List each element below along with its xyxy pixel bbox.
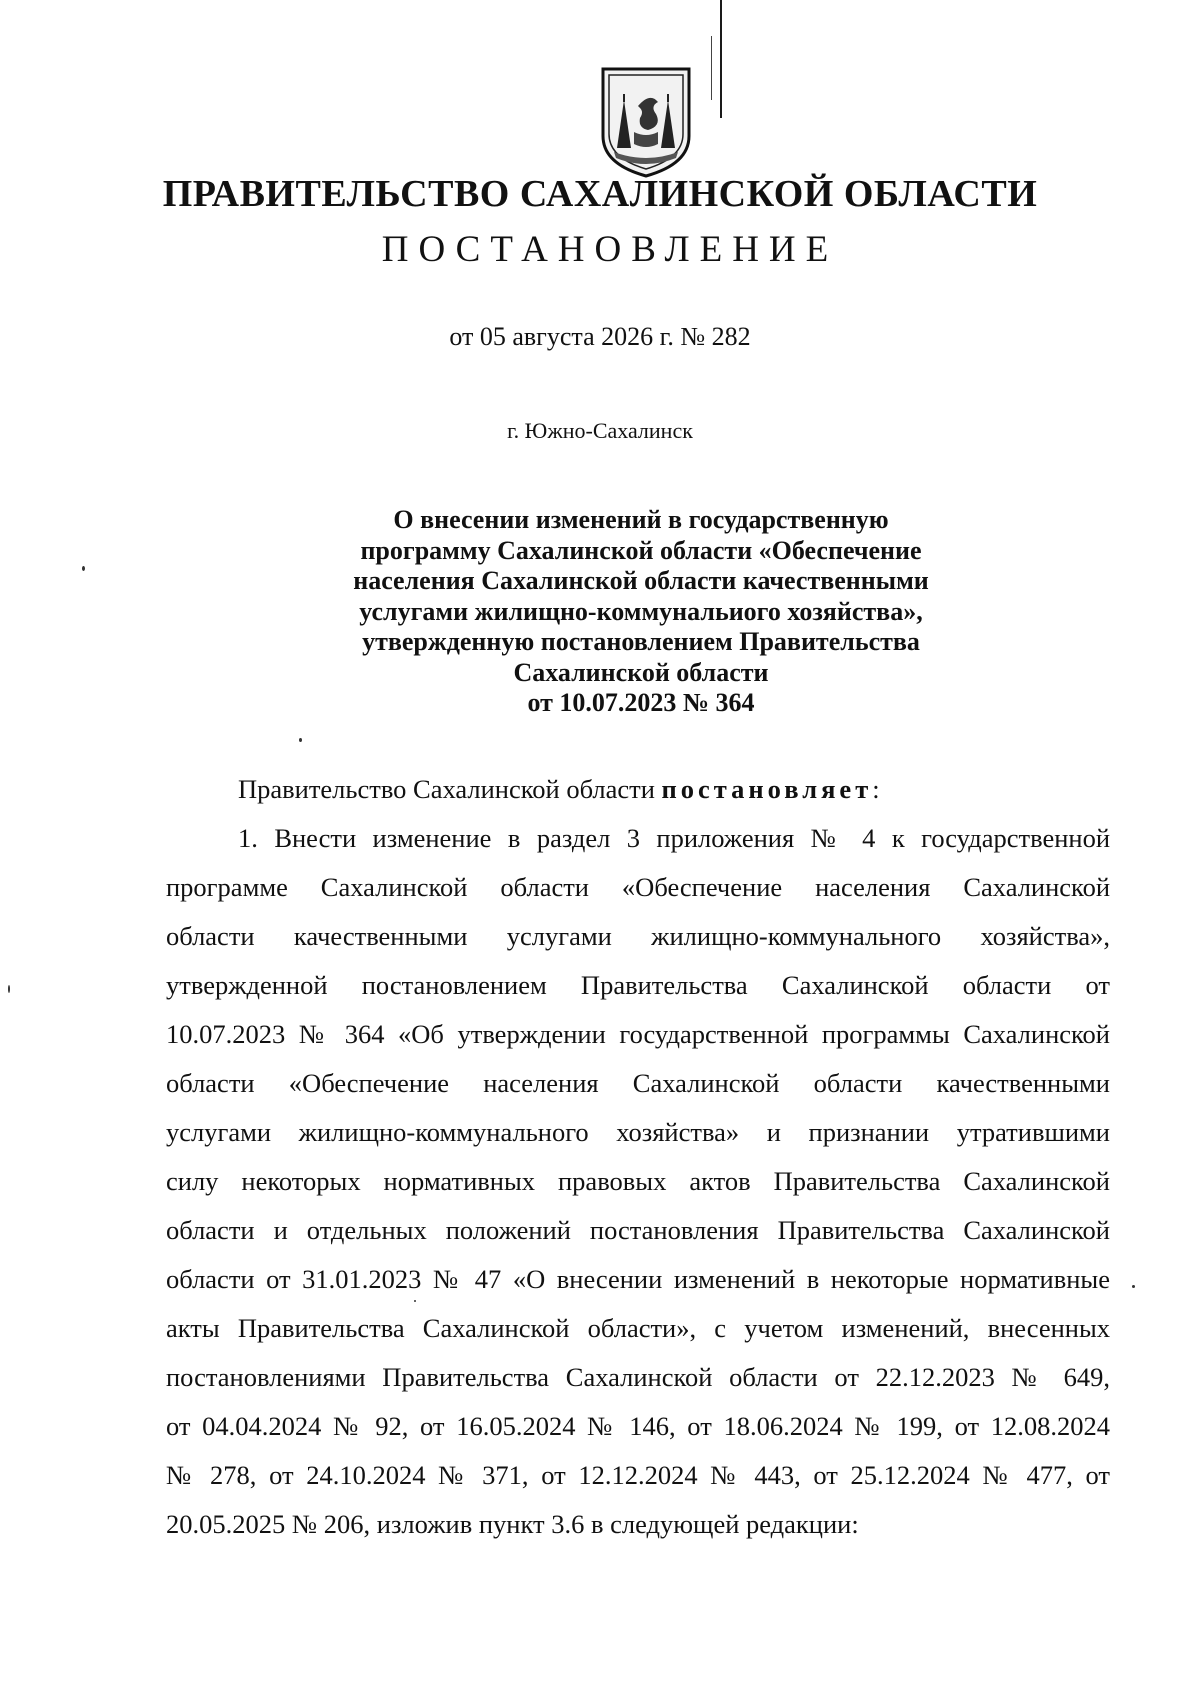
scan-speck [414, 1300, 416, 1302]
government-title: ПРАВИТЕЛЬСТВО САХАЛИНСКОЙ ОБЛАСТИ [162, 173, 1038, 215]
scan-speck [1132, 1285, 1135, 1288]
document-subject [300, 505, 982, 719]
document-city: г. Южно-Сахалинск [507, 418, 693, 443]
paragraph-line: акты Правительства Сахалинской области», с учетом изменений, внесенных [166, 1313, 1110, 1343]
paragraph-line: услугами жилищно-коммунального хозяйства» и признании утратившими [166, 1117, 1110, 1147]
paragraph-line: № 278, от 24.10.2024 № 371, от 12.12.2024 № 443, от 25.12.2024 № 477, от [166, 1460, 1110, 1490]
paragraph-line: программе Сахалинской области «Обеспечение населения Сахалинской [166, 872, 1110, 902]
subject-line: услугами жилищно-коммунальиого хозяйства», [359, 596, 923, 626]
paragraph-line: от 04.04.2024 № 92, от 16.05.2024 № 146, от 18.06.2024 № 199, от 12.08.2024 [166, 1411, 1110, 1441]
paragraph-line: 1. Внести изменение в раздел 3 приложения № 4 к государственной [238, 823, 1110, 853]
paragraph-line: силу некоторых нормативных правовых актов Правительства Сахалинской [166, 1166, 1110, 1196]
paragraph-line: 20.05.2025 № 206, изложив пункт 3.6 в следующей редакции: [166, 1509, 859, 1539]
intro-text: Правительство Сахалинской области [238, 774, 662, 804]
paragraph-line: утвержденной постановлением Правительства Сахалинской области от [166, 970, 1110, 1000]
scan-artifact-line [720, 0, 722, 118]
subject-line: населения Сахалинской области качественными [353, 566, 929, 595]
paragraph-line: области качественными услугами жилищно-коммунального хозяйства», [166, 921, 1110, 951]
scan-speck [299, 738, 302, 742]
document-body [166, 765, 1110, 1549]
subject-line: О внесении изменений в государственную [393, 505, 889, 534]
subject-line: программу Сахалинской области «Обеспечение [360, 535, 922, 565]
coat-of-arms-icon [600, 66, 692, 178]
paragraph-line: области и отдельных положений постановления Правительства Сахалинской [166, 1215, 1110, 1245]
scan-speck [8, 985, 10, 993]
paragraph-line: 10.07.2023 № 364 «Об утверждении государственной программы Сахалинской [166, 1019, 1110, 1049]
intro-end: : [872, 774, 880, 804]
intro-emphasis: постановляет [661, 774, 873, 804]
document-type: ПОСТАНОВЛЕНИЕ [381, 229, 839, 270]
subject-line: Сахалинской области [513, 657, 769, 687]
subject-line: утвержденную постановлением Правительства [362, 627, 920, 656]
scan-artifact-line [711, 36, 712, 100]
paragraph-line: области от 31.01.2023 № 47 «О внесении изменений в некоторые нормативные [166, 1264, 1110, 1294]
document-date-number: от 05 августа 2026 г. № 282 [449, 322, 751, 351]
subject-line: от 10.07.2023 № 364 [527, 688, 755, 717]
paragraph-line: постановлениями Правительства Сахалинской области от 22.12.2023 № 649, [166, 1362, 1110, 1392]
scan-speck [82, 566, 85, 571]
paragraph-line: области «Обеспечение населения Сахалинской области качественными [166, 1068, 1110, 1098]
intro-paragraph [166, 765, 1110, 814]
